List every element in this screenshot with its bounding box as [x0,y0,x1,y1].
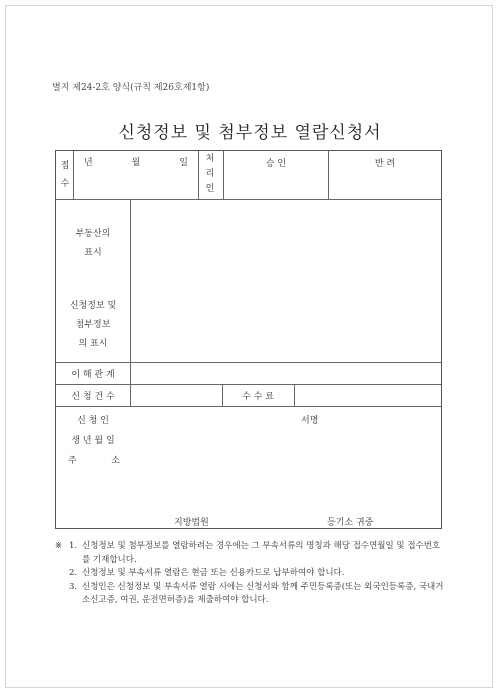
process-label-1: 처 [205,154,215,164]
note-item [55,567,445,581]
row-divider-info [56,362,441,363]
row-divider-count [56,406,441,407]
address-label-1: 주 [68,456,77,466]
receipt-label-1: 접 [60,161,70,171]
note-number: 1. [69,541,78,551]
note-text: 신청인은 신청정보 및 부속서류 열람 시에는 신청서와 함께 주민등록증(또는 외국인등록증, 국내거소신고증, 여권, 운전면허증)을 제출하여야 합니다. [82,581,444,605]
note-text: 신청정보 및 첨부정보를 열람하려는 경우에는 그 부속서류의 명칭과 해당 접수연월일 및 접수번호를 기재합니다. [82,541,441,565]
applicant-address-label [68,453,120,466]
rejection-label: 반 려 [374,159,396,169]
receipt-date-columns [84,155,188,168]
note-number: 2. [69,568,78,578]
applicant-name-label: 신 청 인 [77,416,109,426]
notes-section [55,540,445,608]
col-divider-receipt-date [198,151,199,199]
count-label: 신 청 건 수 [71,392,115,402]
receipt-year-label: 년 [84,158,93,168]
info-label-line3: 의 표시 [78,339,108,349]
receipt-month-label: 월 [131,158,141,168]
property-label-line2: 표시 [84,248,102,258]
col-divider-fee-value [294,384,295,406]
info-label-line2: 첨부정보 [75,320,111,330]
receipt-day-label: 일 [179,158,188,168]
signature-label: 서명 [301,416,319,426]
note-item [55,581,445,608]
col-divider-labels [130,199,131,406]
receipt-label-2: 수 [60,179,70,189]
registry-label: 등기소 귀중 [327,518,374,528]
application-form-table [55,150,442,529]
property-label-line1: 부동산의 [75,229,111,239]
note-text: 신청정보 및 부속서류 열람은 현금 또는 신용카드로 납부하여야 합니다. [82,568,345,578]
note-number: 3. [69,581,78,592]
note-item [55,540,445,567]
col-divider-receipt-label [73,151,74,199]
applicant-dob-label: 생 년 월 일 [71,436,115,446]
note-mark: ※ [55,541,63,551]
fee-label: 수 수 료 [242,392,274,402]
court-label: 지방법원 [174,518,209,528]
approval-label: 승 인 [265,159,287,169]
row-divider-receipt [56,199,441,200]
row-divider-interest [56,384,441,385]
process-label-3: 인 [205,184,215,194]
process-label-2: 리 [205,169,215,179]
form-reference: 별지 제24-2호 양식(규칙 제26호제1항) [52,83,210,93]
document-title: 신청정보 및 첨부정보 열람신청서 [118,123,382,143]
interest-label: 이 해 관 계 [71,370,115,380]
info-label-line1: 신청정보 및 [69,301,117,311]
address-label-2: 소 [111,456,120,466]
